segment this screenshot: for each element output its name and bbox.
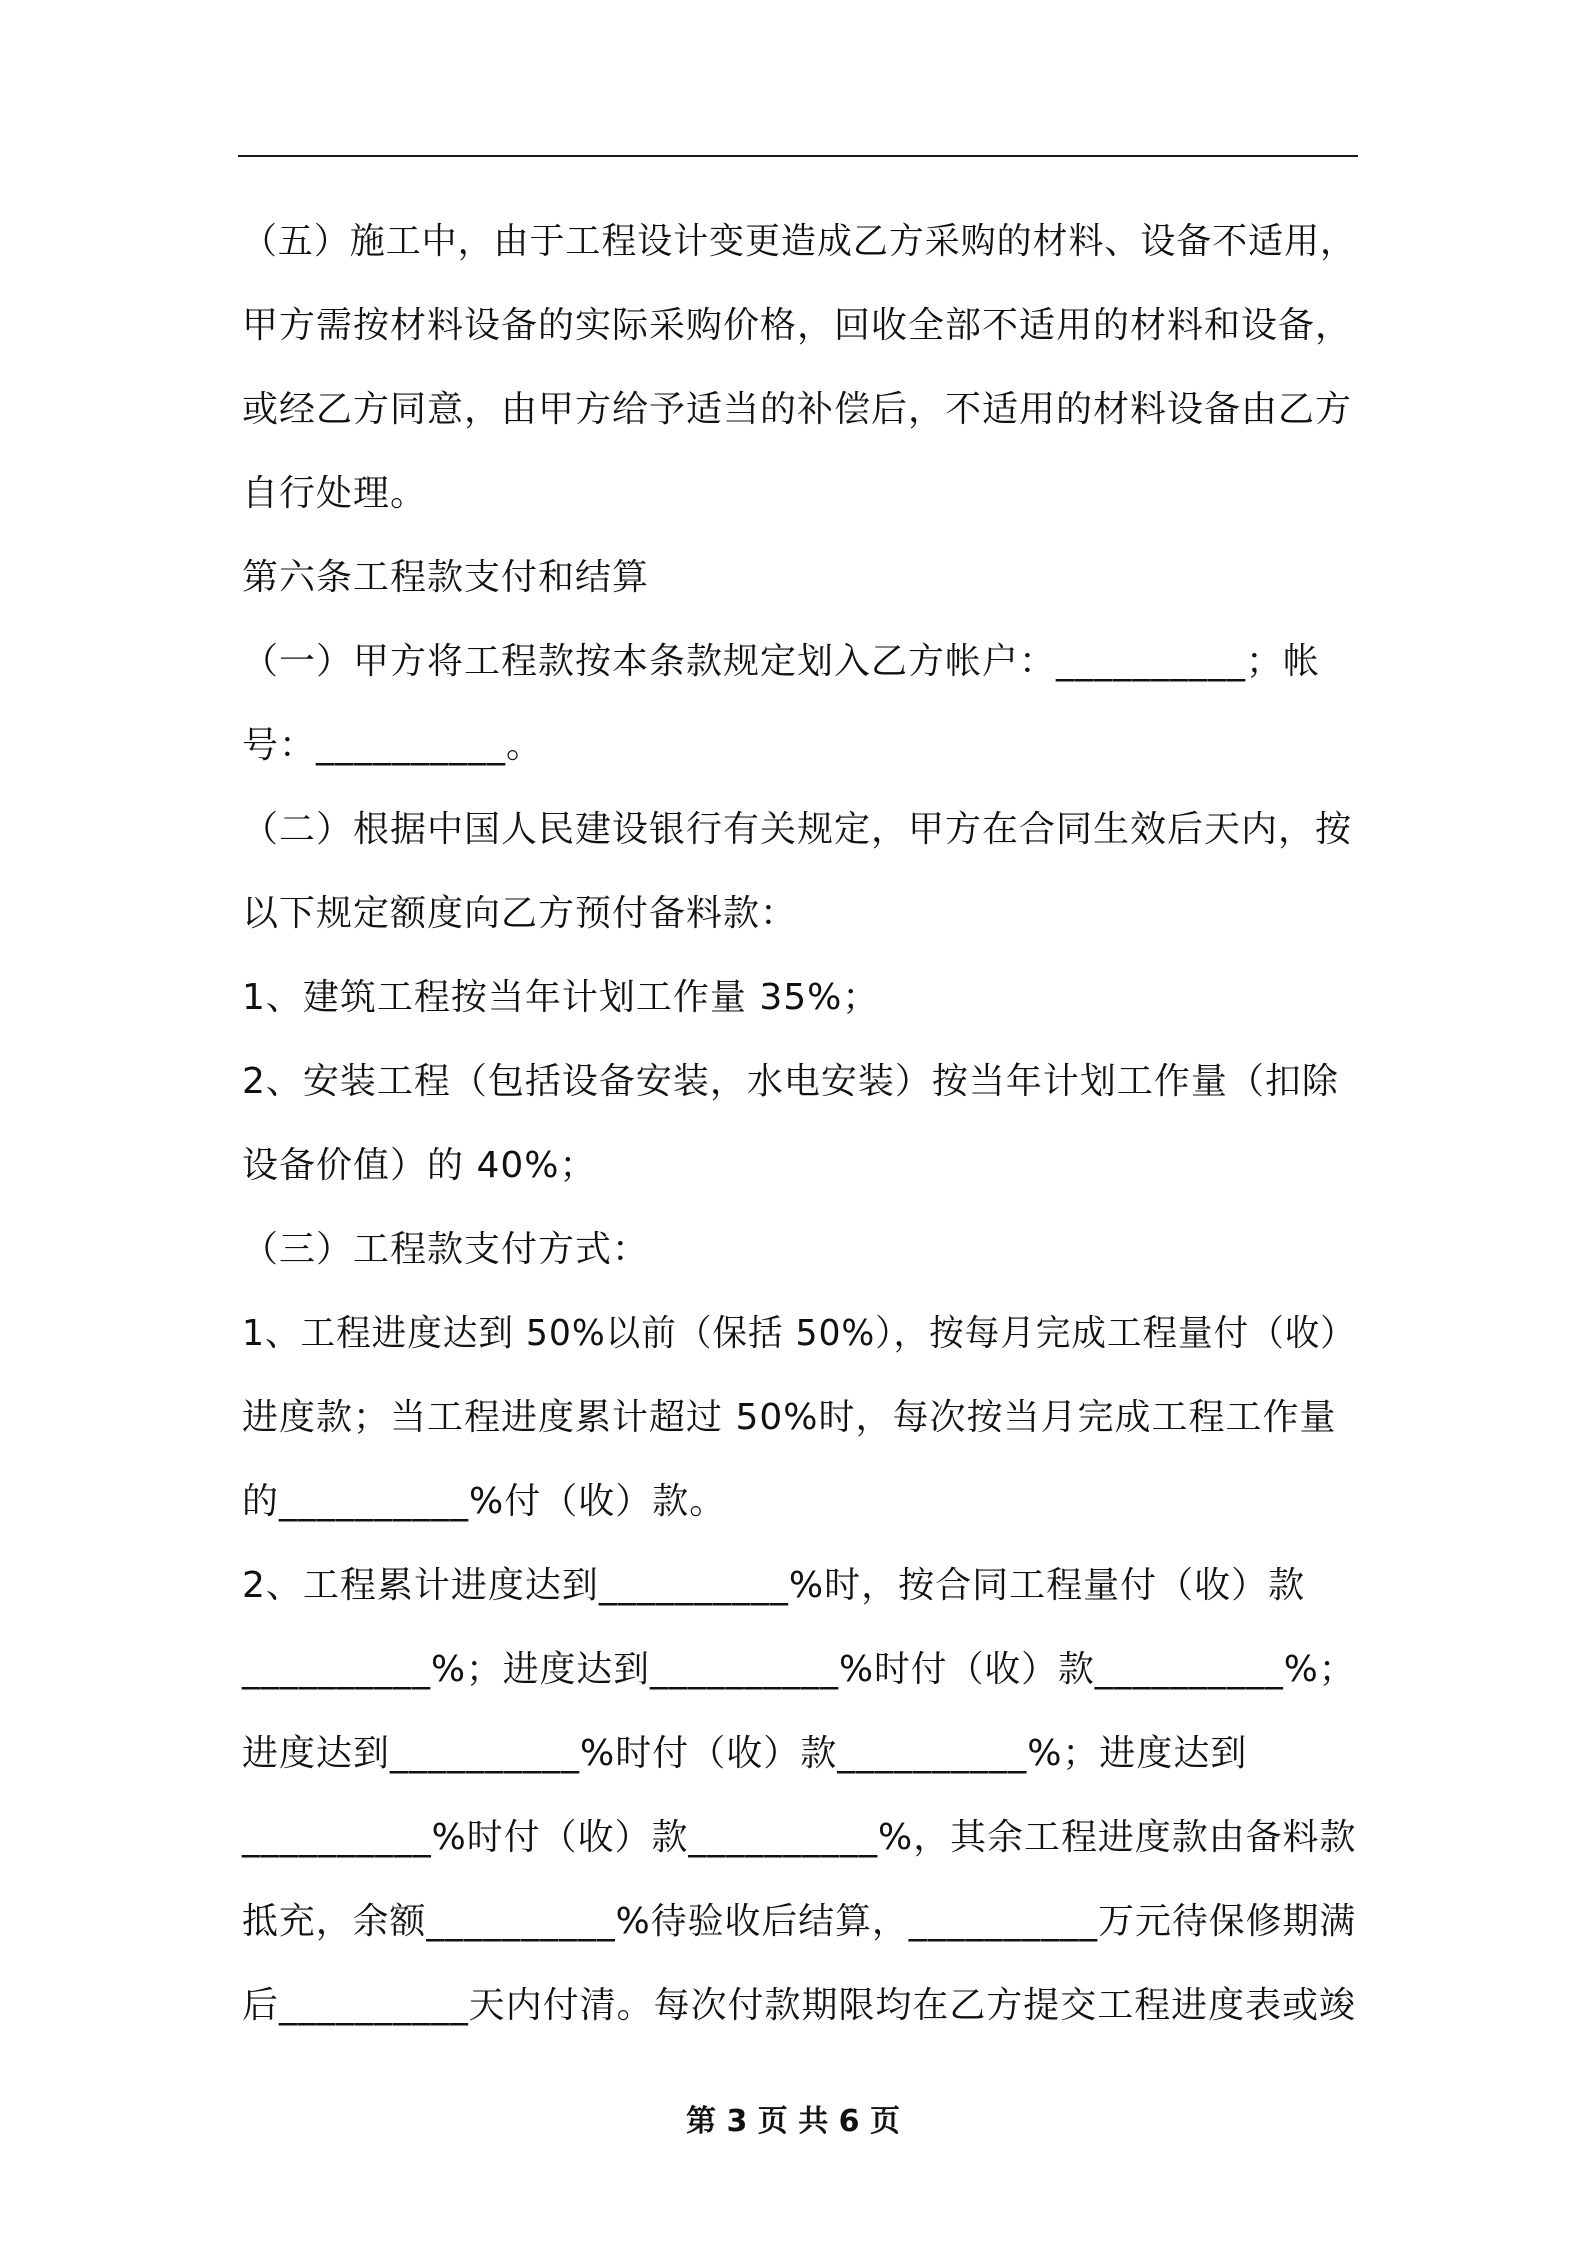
text-line: __________%；进度达到__________%时付（收）款__________%； (242, 1649, 1356, 1690)
text-line: 或经乙方同意，由甲方给予适当的补偿后，不适用的材料设备由乙方 (242, 389, 1353, 430)
text-line: 以下规定额度向乙方预付备料款： (242, 893, 798, 934)
text-line: 进度达到__________%时付（收）款__________%；进度达到 (242, 1733, 1248, 1774)
text-line: 号：__________。 (242, 725, 544, 766)
text-line: 2、安装工程（包括设备安装，水电安装）按当年计划工作量（扣除 (242, 1061, 1339, 1102)
text-line: 后__________天内付清。每次付款期限均在乙方提交工程进度表或竣 (242, 1985, 1357, 2026)
text-line: 的__________%付（收）款。 (242, 1481, 727, 1522)
text-line: __________%时付（收）款__________%，其余工程进度款由备料款 (242, 1817, 1357, 1858)
text-line: 设备价值）的 40%； (242, 1145, 597, 1186)
text-line: 抵充，余额__________%待验收后结算，__________万元待保修期满 (242, 1901, 1357, 1942)
text-line: 2、工程累计进度达到__________%时，按合同工程量付（收）款 (242, 1565, 1306, 1606)
text-line: （三）工程款支付方式： (242, 1229, 650, 1270)
header-divider (238, 155, 1358, 157)
text-line: （一）甲方将工程款按本条款规定划入乙方帐户：__________；帐 (242, 641, 1321, 682)
document-body (242, 200, 1356, 2048)
page-number: 第 3 页 共 6 页 (686, 2104, 900, 2139)
text-line: 自行处理。 (242, 473, 428, 514)
text-line: 1、工程进度达到 50%以前（保括 50%），按每月完成工程量付（收） (242, 1313, 1356, 1354)
text-line: 甲方需按材料设备的实际采购价格，回收全部不适用的材料和设备， (242, 305, 1353, 346)
text-line: （五）施工中，由于工程设计变更造成乙方采购的材料、设备不适用， (242, 221, 1356, 262)
text-line: 1、建筑工程按当年计划工作量 35%； (242, 977, 880, 1018)
text-line: 进度款；当工程进度累计超过 50%时，每次按当月完成工程工作量 (242, 1397, 1337, 1438)
text-line: （二）根据中国人民建设银行有关规定，甲方在合同生效后天内，按 (242, 809, 1353, 850)
section-heading: 第六条工程款支付和结算 (242, 557, 650, 598)
